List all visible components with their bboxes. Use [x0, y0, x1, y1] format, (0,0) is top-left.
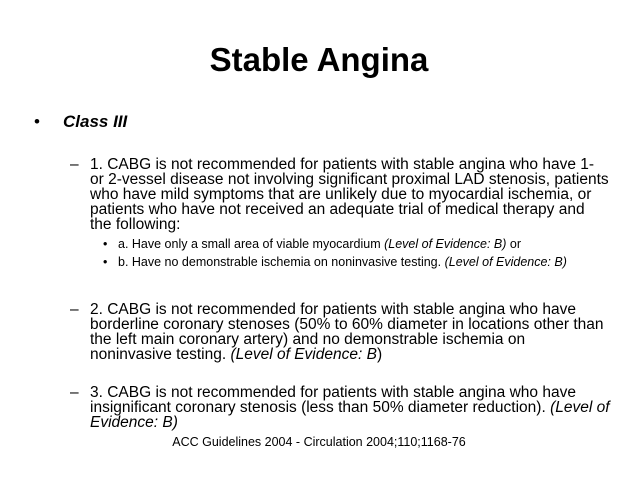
sub-item-b-text-wrap [118, 256, 603, 269]
list-item-2 [70, 302, 610, 362]
bullet-icon: • [103, 255, 108, 269]
sub-item-b-text: b. Have no demonstrable ischemia on noninvasive testing. [118, 255, 442, 269]
bullet-icon: • [103, 237, 108, 251]
list-item-3 [70, 385, 610, 430]
list-item-1 [70, 157, 610, 232]
dash-icon: – [70, 301, 79, 318]
sub-item-a-evidence: (Level of Evidence: B) [384, 237, 507, 251]
list-item-3-evidence: (Level of Evidence: B) [90, 399, 610, 431]
class-heading: Class III [63, 112, 128, 131]
list-item-2-text: 2. CABG is not recommended for patients with stable angina who have borderline coronary stenoses (50% to 60% diameter in locations other than the left main coronary artery) and no demonstrable ischemia on noninvasive testing. [90, 301, 604, 363]
citation-footer: ACC Guidelines 2004 - Circulation 2004;110;1168-76 [172, 435, 466, 449]
bullet-icon: • [34, 112, 40, 131]
list-item-3-text: 3. CABG is not recommended for patients with stable angina who have insignificant coronary stenosis (less than 50% diameter reduction). [90, 384, 576, 416]
list-item-2-text-wrap [90, 302, 610, 362]
sub-item-b [103, 256, 603, 269]
dash-icon: – [70, 156, 79, 173]
list-item-2-evidence-close: ) [376, 346, 383, 363]
slide-title: Stable Angina [209, 41, 429, 78]
dash-icon: – [70, 384, 79, 401]
list-item-1-text: 1. CABG is not recommended for patients with stable angina who have 1- or 2-vessel disease not involving significant proximal LAD stenosis, patients who have mild symptoms that are unlikely due to myocardial ischemia, or patients who have not received an adequate trial of medical therapy and the following: [90, 156, 609, 233]
list-item-2-evidence: (Level of Evidence: B [230, 346, 377, 363]
sub-item-b-evidence: (Level of Evidence: B) [444, 255, 567, 269]
sub-item-a [103, 238, 603, 251]
sub-item-a-suffix: or [509, 237, 522, 251]
list-item-3-text-wrap [90, 385, 610, 430]
sub-item-a-text-wrap [118, 238, 603, 251]
sub-item-a-text: a. Have only a small area of viable myocardium [118, 237, 381, 251]
